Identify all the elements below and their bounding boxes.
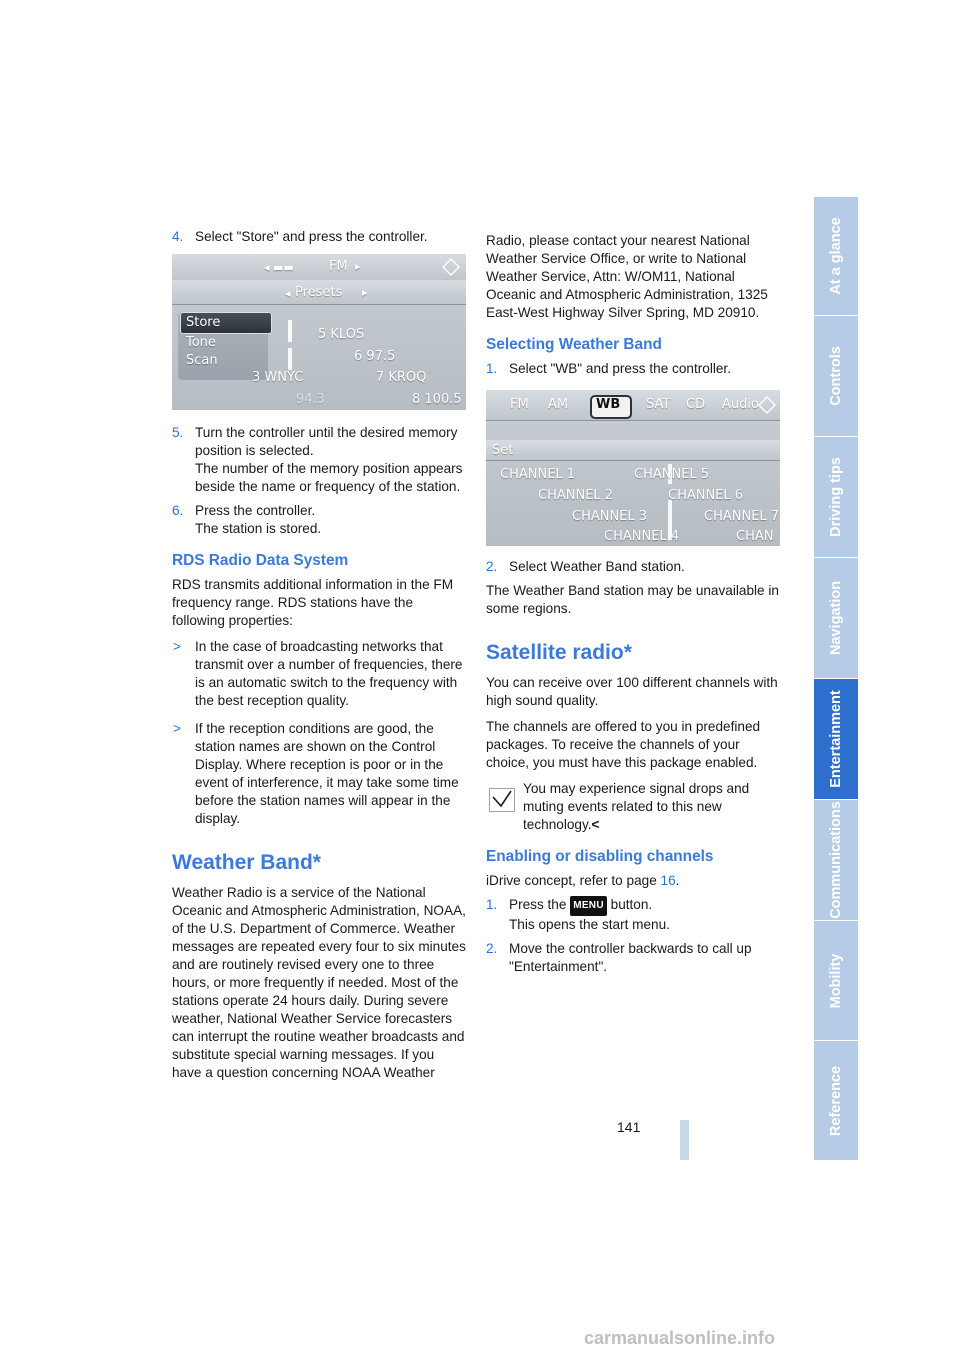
step-text: Select "WB" and press the controller. <box>509 361 731 376</box>
satellite-radio-heading: Satellite radio* <box>486 641 632 664</box>
bullet-text: If the reception conditions are good, the station names are shown on the Control Display. Where reception is poor or in the event of interference, it may take some time before the station names will appear in the display. <box>195 721 459 826</box>
rds-intro: RDS transmits additional information in the FM frequency range. RDS stations have the following properties: <box>172 577 454 628</box>
presets-screen-image: ◂ ▬▬ FM ▸ ◂ Presets ▸ Store Tone Scan 5 KLOS 6 97.5 3 WNYC 7 KROQ 94.3 8 100.5 <box>172 254 466 410</box>
wb-step-2 <box>486 558 781 576</box>
step-subtext: This opens the start menu. <box>509 917 670 932</box>
step-text: Move the controller backwards to call up "Entertainment". <box>509 941 752 974</box>
tab-am: AM <box>548 397 569 412</box>
channel-8-partial: CHAN <box>736 529 774 544</box>
tab-controls[interactable]: Controls <box>814 315 858 436</box>
tab-mobility[interactable]: Mobility <box>814 920 858 1040</box>
station-3: 3 WNYC <box>252 370 304 385</box>
step-text: Turn the controller until the desired memory position is selected. <box>195 425 458 458</box>
page-link[interactable]: 16 <box>660 873 676 888</box>
tab-entertainment[interactable]: Entertainment <box>814 678 858 799</box>
weather-band-heading: Weather Band* <box>172 851 321 874</box>
tab-sat: SAT <box>646 397 671 412</box>
menu-button-icon: MENU <box>570 896 607 916</box>
tab-audio: Audio <box>722 397 759 412</box>
idrive-reference: iDrive concept, refer to page 16. <box>486 873 680 888</box>
channel-2: CHANNEL 2 <box>538 488 614 503</box>
top-bar <box>172 254 466 281</box>
bullet-mark: > <box>173 639 181 654</box>
end-mark: < <box>591 817 600 832</box>
channel-5: CHANNEL 5 <box>634 467 710 482</box>
menu-tone: Tone <box>186 335 216 350</box>
channel-6: CHANNEL 6 <box>668 488 744 503</box>
enable-step-2 <box>486 940 781 976</box>
note-block <box>486 780 781 834</box>
weather-paragraph: Weather Radio is a service of the National Oceanic and Atmospheric Administration, NOAA, of the U.S. Department of Commerce. Weather messages are repeated every four to six minutes and are routinely revised every one to three hours, or more frequently if needed. Most of the stations operate 24 hours daily. During severe weather, National Weather Service forecasters can interrupt the routine weather broadcasts and substitute special warning messages. If you have a question concerning NOAA Weather <box>172 885 466 1080</box>
set-bar <box>486 440 780 461</box>
chapter-side-nav <box>814 197 858 1160</box>
note-text: You may experience signal drops and muting events related to this new technology. <box>523 781 750 832</box>
station-5: 5 KLOS <box>318 327 365 342</box>
rds-heading: RDS Radio Data System <box>172 552 349 569</box>
channel-4: CHANNEL 4 <box>604 529 680 544</box>
channel-7: CHANNEL 7 <box>704 509 780 524</box>
rds-bullet-1 <box>172 638 467 710</box>
band-label: FM <box>329 259 348 274</box>
step-number: 5. <box>172 425 184 440</box>
step-number: 2. <box>486 941 498 956</box>
note-check-icon <box>489 788 515 812</box>
tab-navigation[interactable]: Navigation <box>814 557 858 678</box>
step-number: 1. <box>486 361 498 376</box>
step-text: Press the controller. <box>195 503 316 518</box>
step-number: 4. <box>172 229 184 244</box>
step-text: Select "Store" and press the controller. <box>195 229 428 244</box>
step-5 <box>172 424 467 496</box>
satellite-paragraph-2: The channels are offered to you in predefined packages. To receive the channels of your choice, you must have this package enabled. <box>486 719 761 770</box>
rds-bullet-2 <box>172 720 467 828</box>
step-subtext: The number of the memory position appears beside the name or frequency of the station. <box>195 461 463 494</box>
tab-cd: CD <box>686 397 706 412</box>
controller-icon <box>758 396 776 414</box>
weather-paragraph-cont: Radio, please contact your nearest National Weather Service Office, or write to National Weather Service, Attn: W/OM11, National Oceanic and Atmospheric Administration, 1325 East-West Highway Silver Spring, MD 20910. <box>486 233 768 320</box>
tab-wb: WB <box>596 397 621 412</box>
presets-label: Presets <box>295 285 343 300</box>
enable-step-1: 1. Press the MENU button. This opens the start menu. <box>486 897 670 932</box>
tab-at-a-glance[interactable]: At a glance <box>828 217 844 295</box>
step-number: 1. <box>486 897 498 912</box>
menu-scan: Scan <box>186 353 218 368</box>
bullet-text: In the case of broadcasting networks that transmit over a number of frequencies, there is an automatic switch to the frequency with the best reception quality. <box>195 639 463 708</box>
satellite-paragraph-1: You can receive over 100 different channels with high sound quality. <box>486 675 778 708</box>
left-column <box>172 228 467 1090</box>
tab-communications[interactable]: Communications <box>814 799 858 920</box>
station-6: 6 97.5 <box>354 349 396 364</box>
step-subtext: The station is stored. <box>195 521 322 536</box>
bullet-mark: > <box>173 721 181 736</box>
step-text: Select Weather Band station. <box>509 559 685 574</box>
step-number: 2. <box>486 559 498 574</box>
tab-fm: FM <box>510 397 529 412</box>
footer-watermark: carmanualsonline.info <box>584 1328 776 1348</box>
station-faint: 94.3 <box>296 392 325 407</box>
weather-band-screen-image <box>486 390 780 546</box>
step-4 <box>172 228 467 246</box>
wb-step-1 <box>486 360 781 378</box>
selecting-weather-band-heading: Selecting Weather Band <box>486 336 662 353</box>
set-label: Set <box>492 443 514 458</box>
page-marker-bar <box>680 1120 689 1160</box>
page-number: 141 <box>617 1119 641 1135</box>
station-7: 7 KROQ <box>376 370 427 385</box>
station-8: 8 100.5 <box>412 392 462 407</box>
step-number: 6. <box>172 503 184 518</box>
tab-reference[interactable]: Reference <box>814 1040 858 1160</box>
tab-driving-tips[interactable]: Driving tips <box>814 436 858 557</box>
step-6 <box>172 502 467 538</box>
controller-icon <box>442 258 460 276</box>
enabling-channels-heading: Enabling or disabling channels <box>486 848 714 865</box>
right-column <box>486 232 781 982</box>
channel-3: CHANNEL 3 <box>572 509 648 524</box>
channel-1: CHANNEL 1 <box>500 467 576 482</box>
unavailable-note: The Weather Band station may be unavailable in some regions. <box>486 583 779 616</box>
menu-store: Store <box>186 315 221 330</box>
